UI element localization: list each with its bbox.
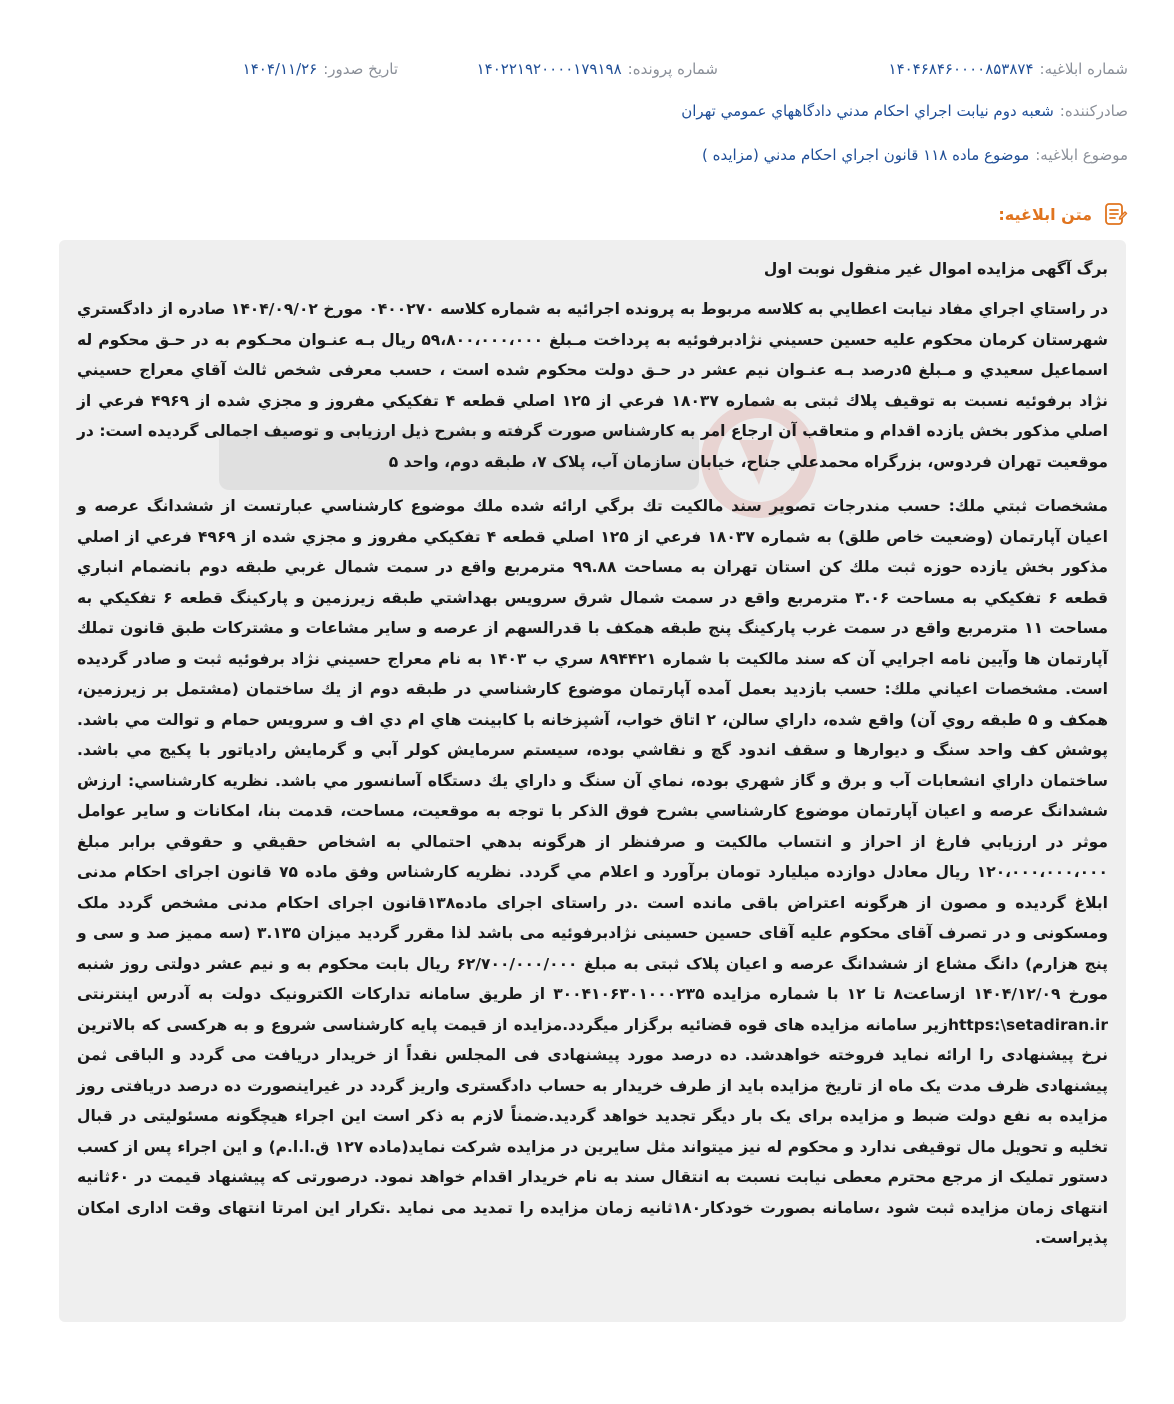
case-number-value: ۱۴۰۲۲۱۹۲۰۰۰۰۱۷۹۱۹۸ xyxy=(476,60,622,78)
notice-number-label: شماره ابلاغيه: xyxy=(1039,60,1128,78)
notice-heading: برگ آگهی مزایده اموال غیر منقول نوبت اول xyxy=(763,260,1108,278)
issuer-value: شعبه دوم نيابت اجراي احکام مدني دادگاههاي عمومي تهران xyxy=(681,102,1054,120)
header-row-subject xyxy=(46,142,1128,168)
document-text-icon xyxy=(1102,201,1128,227)
header-row-numbers xyxy=(46,56,1128,82)
subject-value: موضوع ماده ۱۱۸ قانون اجراي احکام مدني (مزايده ) xyxy=(702,146,1030,164)
case-number-label: شماره پرونده: xyxy=(627,60,718,78)
case-number xyxy=(477,60,718,78)
issue-date-value: ۱۴۰۴/۱۱/۲۶ xyxy=(242,60,318,78)
notice-body xyxy=(59,240,1126,1322)
notice-number-value: ۱۴۰۴۶۸۴۶۰۰۰۰۸۵۳۸۷۴ xyxy=(888,60,1034,78)
notice-number xyxy=(889,60,1128,78)
issue-date-label: تاريخ صدور: xyxy=(323,60,398,78)
subject-label: موضوع ابلاغيه: xyxy=(1035,146,1128,164)
notice-paragraph-2: مشخصات ثبتي ملك: حسب مندرجات تصوير سند مالكيت تك برگي ارائه شده ملك موضوع كارشناسي عبارتست از ششدانگ عرصه و اعيان آپارتمان (وضعيت خاص طلق) به شماره ۱۸۰۳۷ فرعي از ۱۲۵ اصلي قطعه ۴ تفكيكي مفروز و مجزي شده از ۴۹۶۹ فرعي از اصلي مذكور بخش يازده حوزه ثبت ملك كن استان تهران به مساحت ۹۹.۸۸ مترمربع واقع در سمت شمال غربي طبقه دوم بانضمام انباري قطعه ۶ تفكيكي به مساحت ۳.۰۶ مترمربع واقع در سمت شمال شرق سرويس بهداشتي طبقه زيرزمين و پاركينگ قطعه ۶ تفكيكي به مساحت ۱۱ مترمربع واقع در سمت غرب پاركينگ پنج طبقه همكف با قدرالسهم از عرصه و ساير مشاعات و مشتركات طبق قانون تملك آپارتمان ها وآيين نامه اجرايي آن كه سند مالكيت با شماره ۸۹۴۴۲۱ سري ب ۱۴۰۳ به نام معراج حسيني نژاد برفوئيه ثبت و صادر گرديده است. مشخصات اعياني ملك: حسب بازديد بعمل آمده آپارتمان موضوع كارشناسي در طبقه دوم از يك ساختمان (مشتمل بر زيرزمين، همكف و ۵ طبقه روي آن) واقع شده، داراي سالن، ۲ اتاق خواب، آشپزخانه با كابينت هاي ام دي اف و سرويس حمام و توالت مي باشد. پوشش كف واحد سنگ و ديوارها و سقف اندود گچ و نقاشي بوده، سيستم سرمايش كولر آبي و گرمايش رادياتور با پكيج مي باشد. ساختمان داراي انشعابات آب و برق و گاز شهري بوده، نماي آن سنگ و داراي يك دستگاه آسانسور مي باشد. نظريه كارشناسي: ارزش ششدانگ عرصه و اعيان آپارتمان موضوع كارشناسي بشرح فوق الذكر با توجه به موقعيت، مساحت، قدمت بنا، امكانات و ساير عوامل موثر در ارزيابي فارغ از احراز و انتساب مالكيت و صرفنظر از هرگونه بدهي احتمالي به اشخاص حقيقي و حقوقي برابر مبلغ ۱۲۰،۰۰۰،۰۰۰،۰۰۰ ريال معادل دوازده ميليارد تومان برآورد و اعلام مي گردد. نظریه کارشناس وفق ماده ۷۵ قانون اجرای احکام مدنی ابلاغ گردیده و مصون از هرگونه اعتراض باقی مانده است .در راستای اجرای ماده۱۳۸قانون اجرای احکام مدنی مشخص گردد ملک ومسکونی و در تصرف آقای محکوم علیه آقای حسین حسینی نژادبرفوئیه می باشد لذا مقرر گردید میزان ۳.۱۳۵ (سه ممیز صد و سی و پنج هزارم) دانگ مشاع از ششدانگ عرصه و اعیان پلاک ثبتی به مبلغ ۶۲/۷۰۰/۰۰۰/۰۰۰ ریال بابت محکوم به و نیم عشر دولتی روز شنبه مورخ ۱۴۰۴/۱۲/۰۹ ازساعت۸ تا ۱۲ با شماره مزایده ۳۰۰۴۱۰۶۳۰۱۰۰۰۲۳۵ از طریق سامانه تدارکات الکترونیک دولت به آدرس اینترنتی https:\setadiran.irزیر سامانه مزایده های قوه قضائیه برگزار میگردد.مزایده از قیمت پایه کارشناسی شروع و به هرکسی که بالاترین نرخ پیشنهادی را ارائه نماید فروخته خواهدشد. ده درصد مورد پیشنهادی فی المجلس نقداً از خریدار دریافت می گردد و الباقی ثمن پیشنهادی ظرف مدت یک ماه از تاریخ مزایده باید از طرف خریدار به حساب دادگستری واریز گردد در غیراینصورت ده درصد دریافتی روز مزایده به نفع دولت ضبط و مزایده برای یک بار دیگر تجدید خواهد گردید.ضمناً لازم به ذکر است این اجراء هیچگونه مسئولیتی در قبال تخلیه و تحویل مال توقیفی ندارد و محکوم له نیز میتواند مثل سایرین در مزایده شرکت نماید(ماده ۱۲۷ ق.ا.ا.م) و این اجراء پس از کسب دستور تملیک از مرجع محترم معطی نیابت نسبت به انتقال سند به نام خریدار اقدام خواهد نمود. درصورتی که پیشنهاد قیمت در ۶۰ثانیه انتهای زمان مزایده ثبت شود ،سامانه بصورت خودکار۱۸۰ثانیه زمان مزایده را تمدید می نماید .تکرار این امرتا انتهای وقت اداری امکان پذیراست. xyxy=(77,497,1109,1247)
header-row-issuer xyxy=(46,98,1128,124)
issuer-label: صادرکننده: xyxy=(1059,102,1128,120)
notice-text-header xyxy=(998,198,1128,230)
notice-text-title: متن ابلاغيه: xyxy=(998,204,1092,224)
issue-date xyxy=(243,60,398,78)
notice-paragraph-1: در راستاي اجراي مفاد نيابت اعطايي به كلاسه مربوط به پرونده اجرائيه به شماره كلاسه ۰۴۰۰۲۷۰ مورخ ۱۴۰۴/۰۹/۰۲ صادره از دادگستري شهرستان كرمان محكوم عليه حسين حسيني نژادبرفوئيه به پرداخت مـبلغ ۵۹،۸۰۰،۰۰۰،۰۰۰ ريال بـه عنـوان محـكوم به در حـق محكوم له اسماعيل سعيدي و مـبلغ ۵درصد بـه عنـوان نيم عشر در حـق دولت محكوم شده است ، حسب معرفی شخص ثالث آقاي معراج حسيني نژاد برفوئيه نسبت به توقيف پلاك ثبتی به شماره ۱۸۰۳۷ فرعي از ۱۲۵ اصلي قطعه ۴ تفکيکي مفروز و مجزي شده از ۴۹۶۹ فرعي از اصلي مذكور بخش يازده اقدام و متعاقب آن ارجاع امر به كارشناس صورت گرفته و بشرح ذيل ارزيابی و توصيف اجمالی گرديده است: در موقعيت تهران فردوس، بزرگراه محمدعلي جناح، خيابان سازمان آب، پلاک ۷، طبقه دوم، واحد ۵ xyxy=(77,300,1109,471)
